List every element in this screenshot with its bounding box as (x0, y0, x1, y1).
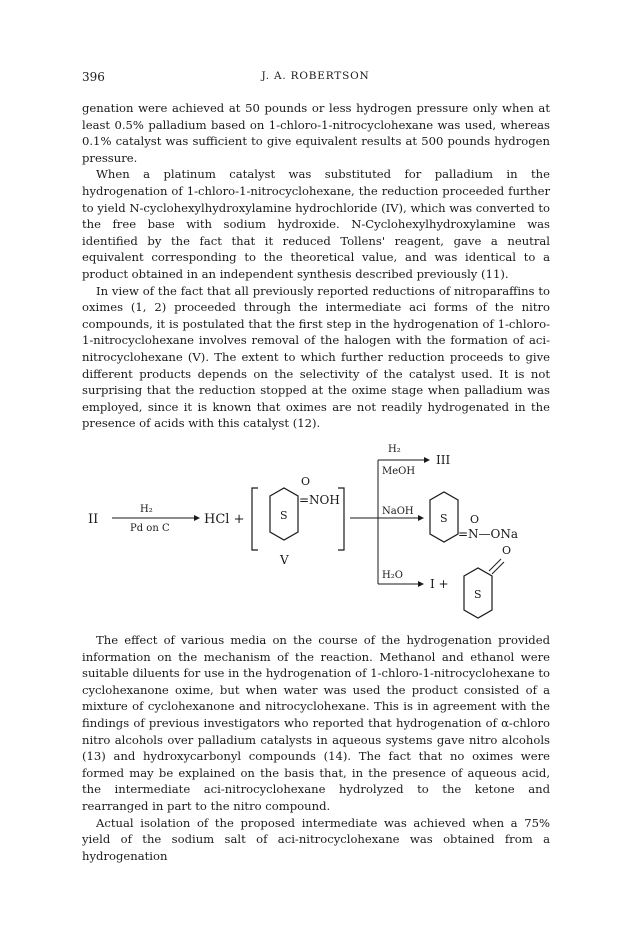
branch1-solvent-label: MeOH (382, 466, 416, 477)
page-number: 396 (82, 70, 105, 84)
paragraph: genation were achieved at 50 pounds or less hydrogen pressure only when at least 0.5% palladium based on 1-chloro-1-nitrocyclohexane was used, whereas 0.1% catalyst was sufficient to give equivalent results at 500 pounds hydrogen pressure. (82, 101, 550, 165)
branch3-product-label: I + (430, 577, 449, 591)
catalyst-label: Pd on C (130, 523, 170, 534)
paragraph: The effect of various media on the course of the hydrogenation provided information on the mechanism of the reaction. Methanol and ethanol were suitable diluents for use in the hydrogenation of 1-chloro-1-nitrocyclohexane to cyclohexanone oxime, but when water was used the product consisted of a mixture of cyclohexanone and nitrocyclohexane. This is in agreement with the findings of previous investigators who reported that hydrogenation of α-chloro nitro alcohols over palladium catalysts in aqueous systems gave nitro alcohols (13) and hydroxycarbonyl compounds (14). The fact that no oximes were formed may be explained on the basis that, in the presence of aqueous acid, the intermediate aci-nitrocyclohexane hydrolyzed to the ketone and rearranged in part to the nitro compound. (82, 633, 550, 813)
branch3-oxygen-label: O (502, 544, 512, 557)
branch2-reagent-label: NaOH (382, 506, 414, 517)
page-header (82, 70, 549, 90)
arrow-head (194, 515, 200, 521)
reagent-h2-label: H₂ (140, 504, 153, 515)
branch3-reagent-label: H₂O (382, 570, 403, 581)
paragraph: In view of the fact that all previously reported reductions of nitroparaffins to oximes (1, 2) proceeded through the intermediate aci forms of the nitro compounds, it is postulated that the first step in the hydrogenation of 1-chloro-1-nitrocyclohexane involves removal of the halogen with the formation of aci-nitrocyclohexane (V). The extent to which further reduction proceeds to give different products depends on the selectivity of the catalyst used. It is not surprising that the reduction stopped at the oxime stage when palladium was employed, since it is known that oximes are not readily hydrogenated in the presence of acids with this catalyst (12). (82, 283, 550, 431)
carbonyl-bond (492, 562, 504, 574)
carbonyl-bond (489, 559, 501, 571)
running-head: J. A. ROBERTSON (261, 70, 370, 82)
left-bracket (252, 488, 258, 550)
ring-s-label: S (440, 512, 448, 525)
body-text-top (82, 100, 550, 432)
arrow-head (424, 457, 430, 463)
branch2-group-label: =N—ONa (458, 527, 519, 541)
branch2-oxygen-label: O (470, 513, 480, 526)
hcl-plus-label: HCl + (204, 512, 245, 527)
noh-label: =NOH (299, 493, 340, 507)
arrow-head (418, 515, 424, 521)
paragraph: Actual isolation of the proposed intermediate was achieved when a 75% yield of the sodium salt of aci-nitrocyclohexane was obtained from a hydrogenation (82, 815, 550, 863)
body-text-bottom (82, 632, 550, 864)
intermediate-v-label: V (280, 553, 289, 567)
reaction-scheme (82, 438, 550, 628)
oxygen-label: O (301, 475, 311, 488)
reactant-ii-label: II (88, 512, 99, 527)
paragraph: When a platinum catalyst was substituted for palladium in the hydrogenation of 1-chloro-1-nitrocyclohexane, the reduction proceeded further to yield N-cyclohexylhydroxylamine hydrochloride (IV), which was converted to the free base with sodium hydroxide. N-Cyclohexylhydroxylamine was identified by the fact that it reduced Tollens' reagent, gave a neutral equivalent corresponding to the theoretical value, and was identical to a product obtained in an independent synthesis described previously (11). (82, 167, 550, 281)
branch1-product-label: III (436, 453, 451, 467)
arrow-head (418, 581, 424, 587)
ring-s-label: S (474, 588, 482, 601)
ring-s-label: S (280, 509, 288, 522)
branch1-reagent-label: H₂ (388, 444, 401, 455)
